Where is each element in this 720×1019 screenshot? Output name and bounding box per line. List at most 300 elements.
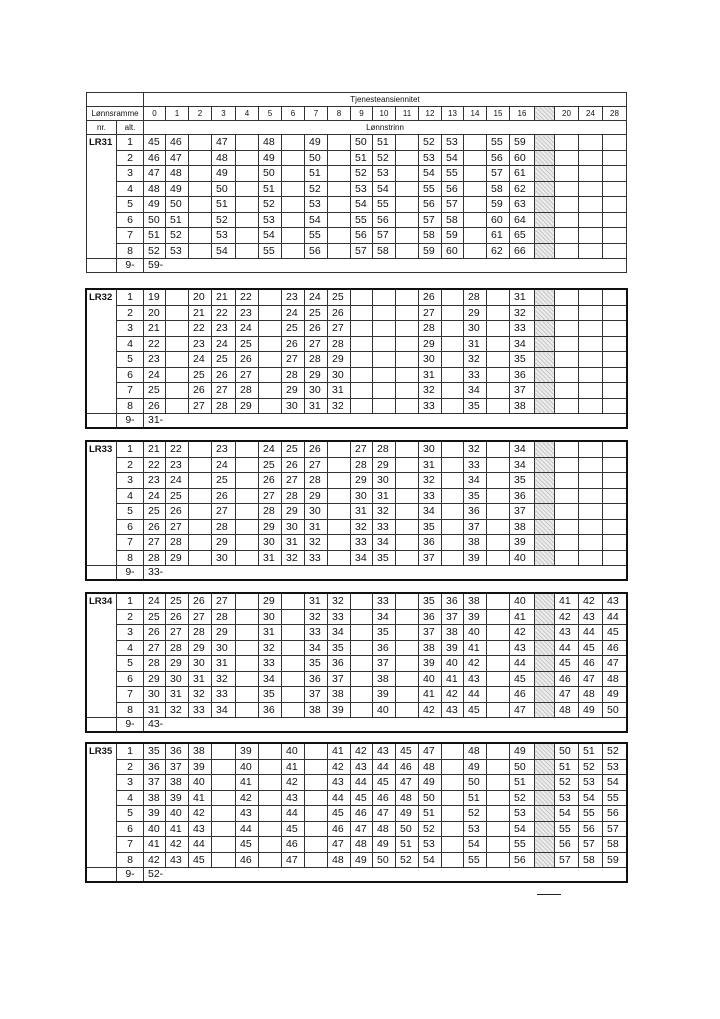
- salary-step-cell: [487, 519, 510, 535]
- salary-step-cell: 43: [510, 640, 535, 656]
- salary-step-cell: [282, 243, 305, 259]
- alternative-number: 7: [117, 228, 144, 244]
- salary-step-cell: 51: [166, 212, 189, 228]
- salary-step-cell: 33: [419, 398, 442, 414]
- salary-step-cell: [259, 806, 282, 822]
- salary-step-cell: [535, 352, 555, 368]
- salary-step-cell: 46: [166, 135, 189, 151]
- salary-step-cell: 55: [464, 852, 487, 868]
- salary-step-cell: [464, 181, 487, 197]
- salary-step-cell: 24: [166, 473, 189, 489]
- salary-step-cell: [396, 197, 419, 213]
- salary-step-cell: 49: [464, 759, 487, 775]
- salary-step-cell: 59: [487, 197, 510, 213]
- salary-step-cell: 28: [212, 519, 236, 535]
- salary-step-cell: 55: [259, 243, 282, 259]
- salary-step-cell: 22: [144, 457, 166, 473]
- salary-step-cell: [555, 243, 579, 259]
- salary-step-cell: [555, 336, 579, 352]
- salary-step-cell: 52: [419, 135, 442, 151]
- salary-step-cell: [189, 212, 212, 228]
- salary-step-cell: 26: [282, 336, 305, 352]
- salary-step-cell: [282, 594, 305, 610]
- salary-step-cell: 43: [236, 806, 259, 822]
- salary-step-cell: [535, 687, 555, 703]
- salary-step-cell: [351, 609, 373, 625]
- salary-step-cell: 36: [510, 367, 535, 383]
- salary-step-cell: 36: [144, 759, 166, 775]
- salary-step-cell: [603, 197, 627, 213]
- salary-step-cell: 48: [603, 671, 627, 687]
- salary-step-cell: [603, 519, 627, 535]
- salary-step-cell: 52: [305, 181, 328, 197]
- salary-step-cell: 36: [166, 744, 189, 760]
- salary-step-cell: 28: [236, 383, 259, 399]
- salary-step-cell: [555, 352, 579, 368]
- salary-step-cell: [555, 383, 579, 399]
- salary-step-cell: [259, 837, 282, 853]
- salary-step-cell: [487, 305, 510, 321]
- frame-code: LR35: [87, 744, 117, 868]
- header-group-title: Tjenesteansiennitet: [144, 93, 627, 107]
- salary-step-cell: 49: [351, 852, 373, 868]
- salary-step-cell: 28: [144, 656, 166, 672]
- salary-step-cell: 35: [144, 744, 166, 760]
- salary-step-cell: 19: [144, 290, 166, 306]
- footer-value: 43-: [144, 718, 627, 732]
- salary-step-cell: [487, 821, 510, 837]
- salary-step-cell: [555, 367, 579, 383]
- salary-step-cell: [535, 228, 555, 244]
- salary-step-cell: 33: [464, 457, 487, 473]
- salary-step-cell: [282, 212, 305, 228]
- salary-step-cell: [328, 457, 351, 473]
- salary-step-cell: [535, 290, 555, 306]
- salary-step-cell: 58: [603, 837, 627, 853]
- salary-step-cell: [351, 367, 373, 383]
- salary-step-cell: [487, 625, 510, 641]
- salary-step-cell: [487, 744, 510, 760]
- salary-step-cell: 48: [328, 852, 351, 868]
- table-row: [87, 656, 627, 672]
- salary-step-cell: 32: [419, 473, 442, 489]
- frame-code: LR31: [87, 135, 117, 259]
- salary-step-cell: 20: [189, 290, 212, 306]
- salary-step-cell: 34: [212, 702, 236, 718]
- salary-step-cell: 31: [305, 398, 328, 414]
- salary-step-cell: [396, 671, 419, 687]
- salary-step-cell: [442, 837, 464, 853]
- salary-step-cell: [373, 383, 396, 399]
- salary-step-cell: 43: [166, 852, 189, 868]
- salary-step-cell: [328, 228, 351, 244]
- salary-step-cell: [166, 367, 189, 383]
- table-row: [87, 228, 627, 244]
- footer-blank: [87, 718, 117, 732]
- salary-step-cell: [189, 150, 212, 166]
- table-row: [87, 150, 627, 166]
- salary-step-cell: [212, 806, 236, 822]
- salary-step-cell: [487, 609, 510, 625]
- alternative-number: 8: [117, 243, 144, 259]
- salary-step-cell: 29: [166, 550, 189, 566]
- salary-step-cell: 44: [351, 775, 373, 791]
- salary-step-cell: [535, 150, 555, 166]
- salary-step-cell: [487, 336, 510, 352]
- salary-step-cell: 31: [419, 457, 442, 473]
- header-column-label: [535, 107, 555, 121]
- salary-step-cell: 50: [373, 852, 396, 868]
- salary-step-cell: [396, 135, 419, 151]
- salary-step-cell: [212, 744, 236, 760]
- salary-step-cell: 42: [510, 625, 535, 641]
- salary-step-cell: [212, 775, 236, 791]
- salary-step-cell: [282, 135, 305, 151]
- salary-step-cell: [487, 290, 510, 306]
- header-column-label: 13: [442, 107, 464, 121]
- salary-step-cell: [396, 181, 419, 197]
- salary-step-cell: [282, 181, 305, 197]
- salary-step-cell: [555, 135, 579, 151]
- footer-value: 33-: [144, 566, 627, 580]
- salary-step-cell: [396, 305, 419, 321]
- salary-step-cell: 57: [603, 821, 627, 837]
- alternative-number: 1: [117, 594, 144, 610]
- salary-step-cell: 39: [144, 806, 166, 822]
- salary-step-cell: 55: [419, 181, 442, 197]
- salary-step-cell: [282, 197, 305, 213]
- salary-step-cell: 22: [212, 305, 236, 321]
- salary-step-cell: 24: [282, 305, 305, 321]
- salary-step-cell: 21: [189, 305, 212, 321]
- salary-step-cell: 56: [373, 212, 396, 228]
- salary-step-cell: 42: [236, 790, 259, 806]
- salary-step-cell: [259, 852, 282, 868]
- salary-step-cell: 49: [579, 702, 603, 718]
- salary-step-cell: [579, 352, 603, 368]
- salary-step-cell: 30: [419, 352, 442, 368]
- salary-step-cell: 41: [510, 609, 535, 625]
- salary-step-cell: [535, 212, 555, 228]
- salary-step-cell: 50: [464, 775, 487, 791]
- salary-step-cell: [351, 702, 373, 718]
- salary-step-cell: 41: [189, 790, 212, 806]
- salary-step-cell: [464, 197, 487, 213]
- header-column-label: 10: [373, 107, 396, 121]
- alternative-number: 1: [117, 442, 144, 458]
- salary-step-cell: 55: [555, 821, 579, 837]
- salary-step-cell: 45: [236, 837, 259, 853]
- salary-step-cell: 27: [259, 488, 282, 504]
- salary-step-cell: 23: [212, 321, 236, 337]
- salary-step-cell: 24: [189, 352, 212, 368]
- salary-step-cell: [535, 473, 555, 489]
- salary-step-cell: [396, 535, 419, 551]
- salary-step-cell: 29: [282, 504, 305, 520]
- salary-step-cell: [535, 197, 555, 213]
- salary-step-cell: 27: [282, 473, 305, 489]
- salary-step-cell: 32: [510, 305, 535, 321]
- alternative-number: 4: [117, 181, 144, 197]
- salary-step-cell: [328, 473, 351, 489]
- salary-step-cell: 44: [189, 837, 212, 853]
- salary-step-cell: [487, 504, 510, 520]
- salary-step-cell: 40: [464, 625, 487, 641]
- salary-step-cell: 40: [442, 656, 464, 672]
- salary-step-cell: [351, 290, 373, 306]
- footer-row: [87, 414, 627, 428]
- salary-step-cell: [603, 367, 627, 383]
- salary-step-cell: [442, 305, 464, 321]
- salary-step-cell: 26: [305, 321, 328, 337]
- salary-step-cell: 47: [396, 775, 419, 791]
- salary-step-cell: 59: [419, 243, 442, 259]
- salary-step-cell: [351, 656, 373, 672]
- salary-step-cell: 56: [351, 228, 373, 244]
- alternative-number: 2: [117, 305, 144, 321]
- salary-step-cell: 56: [419, 197, 442, 213]
- salary-step-cell: 33: [189, 702, 212, 718]
- salary-step-cell: [305, 837, 328, 853]
- salary-step-cell: 25: [282, 442, 305, 458]
- salary-step-cell: 38: [373, 671, 396, 687]
- salary-step-cell: 29: [373, 457, 396, 473]
- alternative-number: 1: [117, 135, 144, 151]
- salary-step-cell: 52: [555, 775, 579, 791]
- salary-step-cell: 46: [328, 821, 351, 837]
- table-row: [87, 625, 627, 641]
- header-column-label: 14: [464, 107, 487, 121]
- salary-step-cell: 51: [579, 744, 603, 760]
- salary-step-cell: 54: [603, 775, 627, 791]
- frame-code: LR32: [87, 290, 117, 414]
- salary-step-cell: [259, 398, 282, 414]
- salary-step-cell: 27: [144, 640, 166, 656]
- salary-step-cell: [535, 837, 555, 853]
- salary-step-cell: [535, 488, 555, 504]
- salary-step-cell: [396, 321, 419, 337]
- salary-step-cell: 27: [212, 504, 236, 520]
- salary-step-cell: 47: [328, 837, 351, 853]
- header-row-columns: [87, 107, 627, 121]
- salary-step-cell: [603, 550, 627, 566]
- table-row: [87, 535, 627, 551]
- table-row: [87, 166, 627, 182]
- salary-step-cell: [603, 212, 627, 228]
- alternative-number: 7: [117, 383, 144, 399]
- salary-step-cell: 25: [166, 594, 189, 610]
- salary-step-cell: 53: [351, 181, 373, 197]
- salary-step-cell: [487, 775, 510, 791]
- salary-step-cell: [487, 687, 510, 703]
- salary-step-cell: [579, 135, 603, 151]
- salary-step-cell: 51: [305, 166, 328, 182]
- salary-step-cell: [328, 197, 351, 213]
- salary-step-cell: 42: [464, 656, 487, 672]
- salary-step-cell: [535, 519, 555, 535]
- salary-step-cell: [487, 535, 510, 551]
- salary-step-cell: 26: [189, 383, 212, 399]
- salary-step-cell: [189, 488, 212, 504]
- salary-step-cell: [396, 383, 419, 399]
- salary-step-cell: 23: [189, 336, 212, 352]
- table-row: [87, 336, 627, 352]
- footer-alt: 9-: [117, 259, 144, 273]
- salary-step-cell: [351, 383, 373, 399]
- salary-step-cell: 55: [510, 837, 535, 853]
- header-column-label: 12: [419, 107, 442, 121]
- salary-step-cell: 26: [259, 473, 282, 489]
- salary-step-cell: 45: [555, 656, 579, 672]
- salary-step-cell: [535, 383, 555, 399]
- salary-step-cell: [487, 837, 510, 853]
- salary-step-cell: 26: [189, 594, 212, 610]
- salary-step-cell: [603, 352, 627, 368]
- salary-step-cell: 20: [144, 305, 166, 321]
- salary-step-cell: [579, 519, 603, 535]
- salary-step-cell: [442, 550, 464, 566]
- salary-step-cell: [189, 197, 212, 213]
- salary-step-cell: [579, 197, 603, 213]
- salary-step-cell: 53: [166, 243, 189, 259]
- salary-step-cell: [555, 321, 579, 337]
- salary-step-cell: 52: [396, 852, 419, 868]
- salary-step-cell: 28: [419, 321, 442, 337]
- salary-step-cell: 46: [579, 656, 603, 672]
- salary-step-cell: [603, 321, 627, 337]
- salary-step-cell: 52: [579, 759, 603, 775]
- header-lonnsramme-label: Lønnsramme: [87, 107, 144, 121]
- salary-step-cell: 31: [144, 702, 166, 718]
- footer-alt: 9-: [117, 414, 144, 428]
- salary-step-cell: 30: [464, 321, 487, 337]
- salary-step-cell: 61: [487, 228, 510, 244]
- salary-step-cell: [442, 759, 464, 775]
- salary-step-cell: 38: [305, 702, 328, 718]
- salary-step-cell: 39: [166, 790, 189, 806]
- salary-step-cell: 40: [510, 550, 535, 566]
- salary-step-cell: 53: [259, 212, 282, 228]
- salary-step-cell: 51: [259, 181, 282, 197]
- salary-step-cell: 34: [464, 473, 487, 489]
- salary-step-cell: [328, 550, 351, 566]
- salary-step-cell: 35: [259, 687, 282, 703]
- salary-step-cell: 56: [305, 243, 328, 259]
- salary-step-cell: 52: [464, 806, 487, 822]
- salary-step-cell: [166, 383, 189, 399]
- salary-step-cell: 55: [579, 806, 603, 822]
- alternative-number: 8: [117, 550, 144, 566]
- salary-step-cell: [535, 321, 555, 337]
- salary-step-cell: [351, 671, 373, 687]
- alternative-number: 4: [117, 790, 144, 806]
- salary-step-cell: 57: [419, 212, 442, 228]
- salary-step-cell: 30: [282, 519, 305, 535]
- salary-step-cell: 44: [555, 640, 579, 656]
- salary-step-cell: 53: [579, 775, 603, 791]
- salary-step-cell: [259, 352, 282, 368]
- salary-step-cell: 24: [236, 321, 259, 337]
- table-row: [87, 290, 627, 306]
- salary-step-cell: 25: [212, 473, 236, 489]
- salary-step-cell: 27: [166, 519, 189, 535]
- salary-step-cell: [555, 228, 579, 244]
- salary-step-cell: [189, 135, 212, 151]
- salary-step-cell: 59: [442, 228, 464, 244]
- salary-step-cell: 28: [464, 290, 487, 306]
- salary-step-cell: 35: [464, 398, 487, 414]
- salary-step-cell: [579, 383, 603, 399]
- salary-step-cell: 53: [442, 135, 464, 151]
- salary-step-cell: [603, 336, 627, 352]
- salary-step-cell: 55: [373, 197, 396, 213]
- salary-step-cell: 32: [305, 609, 328, 625]
- frame-code: LR33: [87, 442, 117, 566]
- salary-step-cell: 49: [144, 197, 166, 213]
- salary-step-cell: [166, 305, 189, 321]
- salary-step-cell: [236, 504, 259, 520]
- salary-step-cell: 62: [487, 243, 510, 259]
- salary-step-cell: [442, 775, 464, 791]
- salary-step-cell: [579, 321, 603, 337]
- salary-step-cell: [236, 671, 259, 687]
- salary-step-cell: 53: [555, 790, 579, 806]
- salary-step-cell: 40: [419, 671, 442, 687]
- salary-step-cell: [305, 790, 328, 806]
- salary-step-cell: 33: [419, 488, 442, 504]
- table-row: [87, 305, 627, 321]
- salary-step-cell: 22: [166, 442, 189, 458]
- salary-step-cell: 30: [259, 609, 282, 625]
- salary-step-cell: 21: [212, 290, 236, 306]
- salary-step-cell: [442, 473, 464, 489]
- salary-step-cell: 34: [464, 383, 487, 399]
- salary-step-cell: 42: [189, 806, 212, 822]
- salary-step-cell: [442, 290, 464, 306]
- salary-step-cell: [328, 243, 351, 259]
- salary-step-cell: [166, 398, 189, 414]
- salary-step-cell: 50: [144, 212, 166, 228]
- salary-step-cell: 56: [555, 837, 579, 853]
- salary-step-cell: [487, 640, 510, 656]
- salary-step-cell: 47: [419, 744, 442, 760]
- salary-step-cell: 36: [464, 504, 487, 520]
- salary-step-cell: [464, 135, 487, 151]
- salary-step-cell: 50: [259, 166, 282, 182]
- salary-step-cell: 22: [236, 290, 259, 306]
- salary-step-cell: [396, 702, 419, 718]
- salary-step-cell: [236, 457, 259, 473]
- alternative-number: 8: [117, 852, 144, 868]
- salary-step-cell: [535, 806, 555, 822]
- alternative-number: 5: [117, 197, 144, 213]
- salary-step-cell: [535, 625, 555, 641]
- table-row: [87, 212, 627, 228]
- salary-step-cell: 30: [212, 550, 236, 566]
- salary-step-cell: 52: [144, 243, 166, 259]
- salary-step-cell: [212, 790, 236, 806]
- salary-step-cell: 49: [259, 150, 282, 166]
- salary-step-cell: 31: [510, 290, 535, 306]
- salary-step-cell: 28: [351, 457, 373, 473]
- salary-step-cell: [282, 671, 305, 687]
- header-column-label: 11: [396, 107, 419, 121]
- salary-step-cell: 28: [189, 625, 212, 641]
- salary-step-cell: [603, 383, 627, 399]
- salary-step-cell: [555, 550, 579, 566]
- table-row: [87, 609, 627, 625]
- salary-step-cell: [259, 290, 282, 306]
